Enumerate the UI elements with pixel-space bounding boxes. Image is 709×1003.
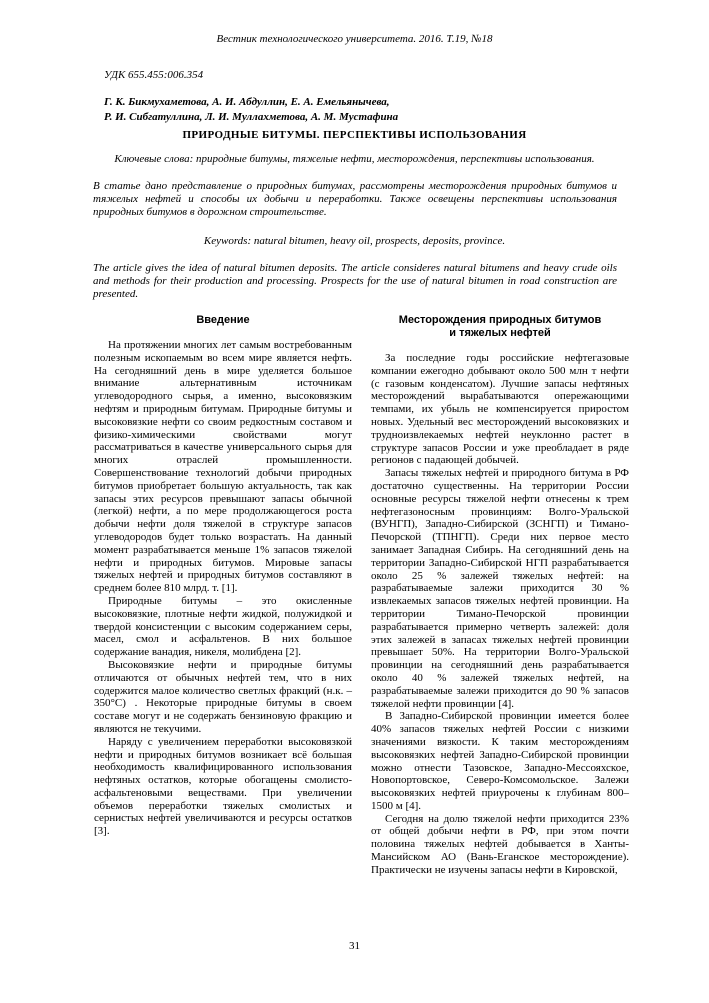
paragraph: На протяжении многих лет самым востребованным полезным ископаемым во всем мире является нефть. На сегодняшний день в мире уделяется большое внимание альтернативным источникам углеводородного сырья, а именно, высоковязким нефтям и природным битумам. Природные битумы и высоковязкие нефти со своим редкостным составом и физико-химическими свойствами могут рассматриваться в качестве универсального сырья для многих отраслей промышленности. Совершенствование технологий добычи природных битумов приобретает большую актуальность, так как запасы этих ресурсов превышают запасы обычной (легкой) нефти, а по мере продолжающегося роста добычи нефти доля тяжелой в структуре запасов углеводородов будет только возрастать. На данный момент разрабатывается меньше 1% запасов тяжелой нефти и природных битумов. Мировые запасы тяжелых нефтей и природных битумов составляют в среднем более 810 млрд. т. [1]. bbox=[94, 339, 352, 595]
paragraph: Наряду с увеличением переработки высоковязкой нефти и природных битумов возникает всё большая необходимость квалифицированного использования нефтяных остатков, которые обогащены смолисто-асфальтеновыми веществами. При увеличении объемов переработки тяжелых смолистых и сернистых нефтей увеличиваются и ресурсы остатков [3]. bbox=[94, 735, 352, 838]
article-title: ПРИРОДНЫЕ БИТУМЫ. ПЕРСПЕКТИВЫ ИСПОЛЬЗОВАНИЯ bbox=[182, 129, 527, 141]
left-column bbox=[94, 314, 352, 838]
paragraph: Высоковязкие нефти и природные битумы отличаются от обычных нефтей тем, что в них содержится малое количество светлых фракций (н.к. – 350°С) . Некоторые природные битумы в своем составе могут и не содержать бензиновую фракцию и являются не текучими. bbox=[94, 658, 352, 735]
right-column bbox=[371, 314, 629, 877]
journal-header: Вестник технологического университета. 2016. Т.19, №18 bbox=[216, 33, 493, 45]
section-heading-deposits bbox=[371, 314, 629, 340]
authors-line-1: Г. К. Бикмухаметова, А. И. Абдуллин, Е. А. Емельянычева, bbox=[104, 96, 390, 108]
abstract-en: The article gives the idea of natural bitumen deposits. The article consideres natural bitumens and heavy crude oils and methods for their production and processing. Prospects for the use of natural bitumen in road construction are presented. bbox=[93, 262, 617, 300]
paragraph: Запасы тяжелых нефтей и природного битума в РФ достаточно существенны. На территории России основные ресурсы тяжелой нефти отнесены к трем нефтегазоносным провинциям: Волго-Уральской (ВУНГП), Западно-Сибирской (ЗСНГП) и Тимано-Печорской (ТПНГП). Среди них первое место занимает Западная Сибирь. На сегодняшний день на территории Западно-Сибирской НГП разрабатывается около 25 % залежей тяжелых нефтей: на разрабатываемые залежи приходится 30 % извлекаемых запасов тяжелых нефтей провинции. На территории Тимано-Печорской провинции разрабатывается примерно четверть залежей: доля этих залежей в запасах тяжелых нефтей провинции превышает 50%. На территории Волго-Уральской провинции на сегодняшний день разрабатывается около 40 % залежей тяжелых нефтей, на разрабатываемые залежи приходится до 90 % запасов тяжелой нефти провинции [4]. bbox=[371, 467, 629, 710]
paragraph: За последние годы российские нефтегазовые компании ежегодно добывают около 500 млн т нефти (с газовым конденсатом). Лучшие запасы нефтяных месторождений вырабатываются опережающими темпами, их убыль не компенсируется приростом новых. Удельный вес месторождений высоковязких и трудноизвлекаемых нефтей неуклонно растет в структуре запасов России и уже преобладает в ряде регионов с падающей добычей. bbox=[371, 352, 629, 467]
paragraph: В Западно-Сибирской провинции имеется более 40% запасов тяжелых нефтей России с низкими значениями вязкости. К таким месторождениям высоковязких нефтей Западно-Сибирской провинции можно отнести Тазовское, Западно-Мессояхское, Новопортовское, Северо-Комсомольское. Залежи высоковязких нефтей приурочены к глубинам 800–1500 м [4]. bbox=[371, 710, 629, 812]
authors bbox=[104, 95, 398, 125]
keywords-ru: Ключевые слова: природные битумы, тяжелые нефти, месторождения, перспективы использования. bbox=[114, 153, 595, 165]
paragraph: Сегодня на долю тяжелой нефти приходится 23% от общей добычи нефти в РФ, при этом почти половина тяжелых нефтей добывается в Ханты-Мансийском АО (Вань-Еганское месторождение). Практически не изучены запасы нефти в Кировской, bbox=[371, 812, 629, 876]
paragraph: Природные битумы – это окисленные высоковязкие, плотные нефти жидкой, полужидкой и твердой консистенции с высоким содержанием серы, масел, смол и асфальтенов. В них большое содержание ванадия, никеля, молибдена [2]. bbox=[94, 594, 352, 659]
section-heading-introduction: Введение bbox=[196, 314, 250, 326]
keywords-en: Keywords: natural bitumen, heavy oil, prospects, deposits, province. bbox=[203, 235, 506, 247]
section-heading-line-2: и тяжелых нефтей bbox=[449, 327, 551, 339]
abstract-ru: В статье дано представление о природных битумах, рассмотрены месторождения природных битумов и тяжелых нефтей и способы их добычи и переработки. Также освещены перспективы использования природных битумов в дорожном строительстве. bbox=[93, 180, 617, 218]
authors-line-2: Р. И. Сибгатуллина, Л. И. Муллахметова, А. М. Мустафина bbox=[104, 111, 399, 123]
udk-code: УДК 655.455:006.354 bbox=[104, 69, 204, 81]
section-heading-line-1: Месторождения природных битумов bbox=[398, 314, 602, 326]
page-number: 31 bbox=[349, 940, 360, 952]
